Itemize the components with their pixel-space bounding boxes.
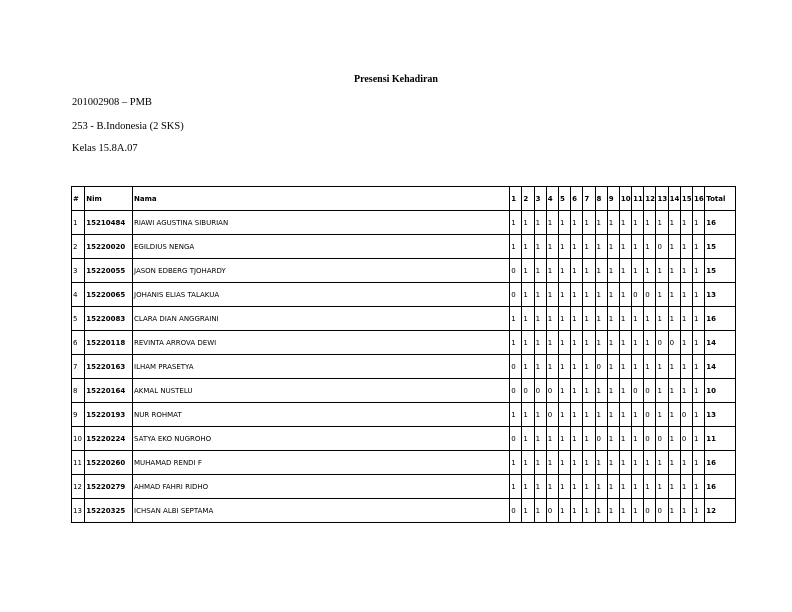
attendance-cell: 1 (693, 307, 705, 331)
attendance-cell: 1 (656, 451, 668, 475)
attendance-cell: 0 (510, 355, 522, 379)
column-header: Nama (133, 187, 510, 211)
attendance-cell: 1 (510, 475, 522, 499)
total-cell: 16 (705, 307, 736, 331)
class-label: Kelas 15.8A.07 (72, 143, 138, 154)
table-row (72, 259, 736, 283)
attendance-cell: 1 (693, 427, 705, 451)
attendance-cell: 1 (534, 403, 546, 427)
total-cell: 10 (705, 379, 736, 403)
attendance-cell: 0 (510, 283, 522, 307)
attendance-cell: 1 (619, 355, 631, 379)
attendance-cell: 1 (583, 379, 595, 403)
attendance-cell: 0 (656, 331, 668, 355)
attendance-cell: 1 (619, 451, 631, 475)
row-number: 3 (72, 259, 85, 283)
column-header: 12 (644, 187, 656, 211)
attendance-cell: 1 (607, 499, 619, 523)
nim-cell: 15220164 (85, 379, 133, 403)
attendance-cell: 1 (522, 211, 534, 235)
attendance-cell: 1 (607, 259, 619, 283)
attendance-cell: 1 (583, 283, 595, 307)
attendance-cell: 1 (595, 211, 607, 235)
attendance-cell: 0 (668, 331, 680, 355)
attendance-cell: 1 (522, 331, 534, 355)
row-number: 1 (72, 211, 85, 235)
attendance-cell: 1 (607, 211, 619, 235)
attendance-cell: 1 (693, 475, 705, 499)
name-cell: REVINTA ARROVA DEWI (133, 331, 510, 355)
nim-cell: 15220163 (85, 355, 133, 379)
attendance-cell: 1 (571, 403, 583, 427)
attendance-cell: 0 (644, 499, 656, 523)
attendance-cell: 1 (680, 355, 692, 379)
attendance-cell: 1 (558, 259, 570, 283)
table-row (72, 427, 736, 451)
total-cell: 15 (705, 259, 736, 283)
subject-label: 253 - B.Indonesia (2 SKS) (72, 121, 184, 132)
row-number: 6 (72, 331, 85, 355)
attendance-cell: 1 (546, 331, 558, 355)
attendance-cell: 1 (583, 259, 595, 283)
column-header: 16 (693, 187, 705, 211)
total-cell: 14 (705, 331, 736, 355)
total-cell: 11 (705, 427, 736, 451)
attendance-cell: 0 (546, 379, 558, 403)
attendance-cell: 1 (571, 235, 583, 259)
nim-cell: 15220083 (85, 307, 133, 331)
nim-cell: 15220260 (85, 451, 133, 475)
total-cell: 16 (705, 451, 736, 475)
attendance-cell: 1 (534, 451, 546, 475)
attendance-cell: 1 (668, 235, 680, 259)
attendance-cell: 1 (656, 307, 668, 331)
name-cell: MUHAMAD RENDI F (133, 451, 510, 475)
table-row (72, 355, 736, 379)
attendance-cell: 1 (595, 403, 607, 427)
column-header: 14 (668, 187, 680, 211)
attendance-cell: 1 (607, 331, 619, 355)
attendance-cell: 1 (680, 259, 692, 283)
attendance-cell: 1 (558, 499, 570, 523)
attendance-cell: 1 (693, 379, 705, 403)
attendance-cell: 1 (693, 283, 705, 307)
attendance-cell: 1 (680, 499, 692, 523)
column-header: 3 (534, 187, 546, 211)
row-number: 12 (72, 475, 85, 499)
name-cell: AKMAL NUSTELU (133, 379, 510, 403)
course-code: 201002908 – PMB (72, 97, 152, 108)
attendance-cell: 1 (583, 307, 595, 331)
nim-cell: 15220193 (85, 403, 133, 427)
attendance-cell: 1 (680, 211, 692, 235)
attendance-cell: 1 (607, 403, 619, 427)
table-row (72, 379, 736, 403)
column-header: 2 (522, 187, 534, 211)
attendance-cell: 1 (558, 235, 570, 259)
attendance-cell: 1 (693, 211, 705, 235)
attendance-cell: 1 (668, 403, 680, 427)
column-header: 6 (571, 187, 583, 211)
attendance-cell: 1 (522, 475, 534, 499)
attendance-cell: 0 (644, 403, 656, 427)
attendance-cell: 1 (644, 259, 656, 283)
attendance-cell: 1 (522, 259, 534, 283)
attendance-cell: 1 (595, 235, 607, 259)
name-cell: ICHSAN ALBI SEPTAMA (133, 499, 510, 523)
attendance-cell: 1 (680, 283, 692, 307)
attendance-cell: 0 (522, 379, 534, 403)
row-number: 10 (72, 427, 85, 451)
name-cell: JOHANIS ELIAS TALAKUA (133, 283, 510, 307)
attendance-cell: 0 (546, 499, 558, 523)
column-header: Nim (85, 187, 133, 211)
attendance-cell: 1 (644, 307, 656, 331)
attendance-cell: 1 (668, 355, 680, 379)
attendance-cell: 1 (619, 427, 631, 451)
attendance-cell: 1 (571, 259, 583, 283)
attendance-cell: 1 (522, 283, 534, 307)
attendance-cell: 1 (632, 475, 644, 499)
attendance-cell: 1 (522, 451, 534, 475)
attendance-cell: 1 (571, 499, 583, 523)
attendance-cell: 1 (632, 403, 644, 427)
attendance-cell: 0 (534, 379, 546, 403)
attendance-cell: 1 (522, 235, 534, 259)
attendance-cell: 1 (558, 451, 570, 475)
attendance-cell: 1 (656, 283, 668, 307)
attendance-cell: 1 (510, 235, 522, 259)
attendance-cell: 1 (619, 211, 631, 235)
table-row (72, 331, 736, 355)
attendance-cell: 1 (656, 259, 668, 283)
attendance-cell: 1 (546, 355, 558, 379)
attendance-cell: 1 (668, 451, 680, 475)
attendance-cell: 1 (558, 379, 570, 403)
attendance-cell: 1 (534, 283, 546, 307)
nim-cell: 15220020 (85, 235, 133, 259)
attendance-cell: 1 (583, 211, 595, 235)
attendance-cell: 1 (632, 499, 644, 523)
attendance-cell: 1 (571, 331, 583, 355)
attendance-cell: 1 (546, 427, 558, 451)
attendance-cell: 1 (644, 235, 656, 259)
attendance-cell: 1 (571, 283, 583, 307)
attendance-cell: 1 (571, 211, 583, 235)
attendance-cell: 1 (534, 355, 546, 379)
attendance-cell: 1 (558, 307, 570, 331)
attendance-cell: 1 (583, 331, 595, 355)
attendance-cell: 1 (595, 475, 607, 499)
attendance-cell: 1 (656, 475, 668, 499)
attendance-cell: 1 (510, 211, 522, 235)
name-cell: JASON EDBERG TJOHARDY (133, 259, 510, 283)
attendance-cell: 0 (680, 427, 692, 451)
attendance-cell: 1 (571, 379, 583, 403)
attendance-cell: 1 (607, 283, 619, 307)
attendance-cell: 1 (595, 259, 607, 283)
attendance-cell: 1 (522, 403, 534, 427)
attendance-cell: 1 (583, 451, 595, 475)
attendance-cell: 1 (522, 427, 534, 451)
attendance-cell: 1 (558, 211, 570, 235)
attendance-cell: 1 (522, 499, 534, 523)
column-header: 1 (510, 187, 522, 211)
attendance-cell: 1 (546, 283, 558, 307)
attendance-cell: 1 (632, 259, 644, 283)
attendance-table (71, 186, 736, 523)
attendance-cell: 1 (510, 331, 522, 355)
column-header: 5 (558, 187, 570, 211)
attendance-cell: 1 (534, 331, 546, 355)
attendance-cell: 1 (644, 331, 656, 355)
attendance-cell: 1 (693, 403, 705, 427)
total-cell: 13 (705, 403, 736, 427)
attendance-cell: 1 (619, 379, 631, 403)
attendance-cell: 0 (656, 427, 668, 451)
row-number: 5 (72, 307, 85, 331)
attendance-cell: 1 (619, 499, 631, 523)
attendance-cell: 1 (656, 355, 668, 379)
attendance-cell: 1 (558, 331, 570, 355)
attendance-cell: 1 (632, 307, 644, 331)
attendance-cell: 1 (619, 403, 631, 427)
attendance-cell: 0 (510, 259, 522, 283)
nim-cell: 15220279 (85, 475, 133, 499)
table-row (72, 283, 736, 307)
attendance-cell: 1 (656, 379, 668, 403)
attendance-cell: 1 (522, 355, 534, 379)
name-cell: AHMAD FAHRI RIDHO (133, 475, 510, 499)
attendance-cell: 1 (571, 427, 583, 451)
total-cell: 15 (705, 235, 736, 259)
attendance-cell: 1 (534, 235, 546, 259)
total-cell: 16 (705, 475, 736, 499)
attendance-cell: 1 (595, 331, 607, 355)
attendance-cell: 1 (571, 307, 583, 331)
total-cell: 16 (705, 211, 736, 235)
attendance-cell: 1 (693, 331, 705, 355)
nim-cell: 15220065 (85, 283, 133, 307)
attendance-cell: 1 (607, 307, 619, 331)
attendance-cell: 1 (558, 283, 570, 307)
attendance-cell: 1 (619, 307, 631, 331)
attendance-cell: 1 (668, 499, 680, 523)
attendance-cell: 0 (510, 499, 522, 523)
table-row (72, 475, 736, 499)
attendance-cell: 1 (546, 451, 558, 475)
name-cell: EGILDIUS NENGA (133, 235, 510, 259)
column-header: # (72, 187, 85, 211)
attendance-cell: 1 (668, 427, 680, 451)
attendance-cell: 1 (583, 499, 595, 523)
attendance-cell: 0 (644, 427, 656, 451)
attendance-cell: 1 (583, 355, 595, 379)
attendance-cell: 1 (510, 451, 522, 475)
attendance-cell: 1 (583, 475, 595, 499)
column-header: 10 (619, 187, 631, 211)
attendance-cell: 0 (546, 403, 558, 427)
attendance-cell: 1 (656, 403, 668, 427)
attendance-cell: 1 (680, 379, 692, 403)
total-cell: 13 (705, 283, 736, 307)
attendance-cell: 1 (607, 355, 619, 379)
attendance-cell: 1 (571, 451, 583, 475)
attendance-cell: 1 (632, 331, 644, 355)
nim-cell: 15220055 (85, 259, 133, 283)
attendance-cell: 1 (656, 211, 668, 235)
column-header: Total (705, 187, 736, 211)
attendance-cell: 1 (546, 259, 558, 283)
total-cell: 14 (705, 355, 736, 379)
attendance-cell: 0 (632, 283, 644, 307)
attendance-cell: 1 (510, 307, 522, 331)
page-title: Presensi Kehadiran (354, 74, 438, 85)
column-header: 4 (546, 187, 558, 211)
nim-cell: 15220224 (85, 427, 133, 451)
attendance-cell: 1 (534, 259, 546, 283)
attendance-cell: 1 (680, 307, 692, 331)
name-cell: RIAWI AGUSTINA SIBURIAN (133, 211, 510, 235)
attendance-cell: 1 (668, 259, 680, 283)
attendance-cell: 1 (607, 475, 619, 499)
column-header: 11 (632, 187, 644, 211)
attendance-cell: 1 (571, 355, 583, 379)
attendance-cell: 1 (680, 475, 692, 499)
attendance-cell: 0 (644, 379, 656, 403)
attendance-cell: 1 (534, 211, 546, 235)
attendance-cell: 1 (619, 283, 631, 307)
attendance-cell: 0 (656, 499, 668, 523)
row-number: 9 (72, 403, 85, 427)
attendance-cell: 1 (558, 403, 570, 427)
nim-cell: 15210484 (85, 211, 133, 235)
row-number: 13 (72, 499, 85, 523)
attendance-cell: 1 (534, 427, 546, 451)
attendance-cell: 1 (693, 259, 705, 283)
attendance-cell: 1 (583, 427, 595, 451)
name-cell: NUR ROHMAT (133, 403, 510, 427)
attendance-cell: 0 (510, 379, 522, 403)
attendance-cell: 1 (558, 475, 570, 499)
row-number: 11 (72, 451, 85, 475)
column-header: 7 (583, 187, 595, 211)
attendance-cell: 1 (644, 355, 656, 379)
attendance-cell: 1 (680, 451, 692, 475)
attendance-cell: 0 (595, 355, 607, 379)
row-number: 8 (72, 379, 85, 403)
column-header: 8 (595, 187, 607, 211)
attendance-cell: 0 (656, 235, 668, 259)
attendance-cell: 1 (644, 451, 656, 475)
attendance-cell: 1 (595, 379, 607, 403)
attendance-cell: 1 (619, 235, 631, 259)
attendance-cell: 1 (632, 451, 644, 475)
attendance-cell: 1 (595, 283, 607, 307)
row-number: 7 (72, 355, 85, 379)
attendance-cell: 1 (619, 475, 631, 499)
attendance-cell: 0 (595, 427, 607, 451)
attendance-cell: 1 (632, 211, 644, 235)
row-number: 2 (72, 235, 85, 259)
attendance-cell: 1 (693, 451, 705, 475)
row-number: 4 (72, 283, 85, 307)
table-row (72, 403, 736, 427)
attendance-cell: 1 (668, 211, 680, 235)
name-cell: ILHAM PRASETYA (133, 355, 510, 379)
attendance-cell: 1 (680, 331, 692, 355)
attendance-cell: 1 (546, 307, 558, 331)
table-row (72, 235, 736, 259)
attendance-cell: 0 (680, 403, 692, 427)
attendance-cell: 0 (644, 283, 656, 307)
attendance-cell: 1 (693, 235, 705, 259)
attendance-cell: 1 (510, 403, 522, 427)
attendance-cell: 1 (632, 427, 644, 451)
attendance-cell: 1 (546, 235, 558, 259)
attendance-cell: 1 (583, 403, 595, 427)
attendance-cell: 1 (571, 475, 583, 499)
attendance-cell: 1 (595, 451, 607, 475)
column-header: 9 (607, 187, 619, 211)
attendance-cell: 1 (619, 331, 631, 355)
attendance-cell: 1 (632, 235, 644, 259)
attendance-cell: 1 (607, 235, 619, 259)
table-row (72, 307, 736, 331)
attendance-cell: 1 (595, 307, 607, 331)
attendance-cell: 1 (607, 427, 619, 451)
attendance-cell: 1 (693, 355, 705, 379)
table-row (72, 211, 736, 235)
attendance-cell: 1 (522, 307, 534, 331)
attendance-cell: 1 (595, 499, 607, 523)
attendance-cell: 1 (558, 355, 570, 379)
attendance-cell: 1 (619, 259, 631, 283)
name-cell: SATYA EKO NUGROHO (133, 427, 510, 451)
attendance-cell: 1 (583, 235, 595, 259)
attendance-cell: 1 (546, 475, 558, 499)
attendance-cell: 1 (668, 475, 680, 499)
nim-cell: 15220325 (85, 499, 133, 523)
table-row (72, 451, 736, 475)
column-header: 15 (680, 187, 692, 211)
attendance-cell: 1 (644, 475, 656, 499)
attendance-cell: 1 (534, 475, 546, 499)
name-cell: CLARA DIAN ANGGRAINI (133, 307, 510, 331)
attendance-cell: 1 (534, 499, 546, 523)
attendance-cell: 1 (680, 235, 692, 259)
attendance-cell: 1 (546, 211, 558, 235)
attendance-cell: 1 (534, 307, 546, 331)
attendance-cell: 1 (668, 307, 680, 331)
attendance-cell: 0 (510, 427, 522, 451)
nim-cell: 15220118 (85, 331, 133, 355)
table-header-row (72, 187, 736, 211)
attendance-cell: 1 (558, 427, 570, 451)
column-header: 13 (656, 187, 668, 211)
attendance-cell: 1 (607, 379, 619, 403)
attendance-cell: 0 (632, 379, 644, 403)
attendance-cell: 1 (644, 211, 656, 235)
table-row (72, 499, 736, 523)
attendance-cell: 1 (607, 451, 619, 475)
attendance-cell: 1 (668, 379, 680, 403)
total-cell: 12 (705, 499, 736, 523)
attendance-cell: 1 (668, 283, 680, 307)
attendance-cell: 1 (632, 355, 644, 379)
attendance-cell: 1 (693, 499, 705, 523)
